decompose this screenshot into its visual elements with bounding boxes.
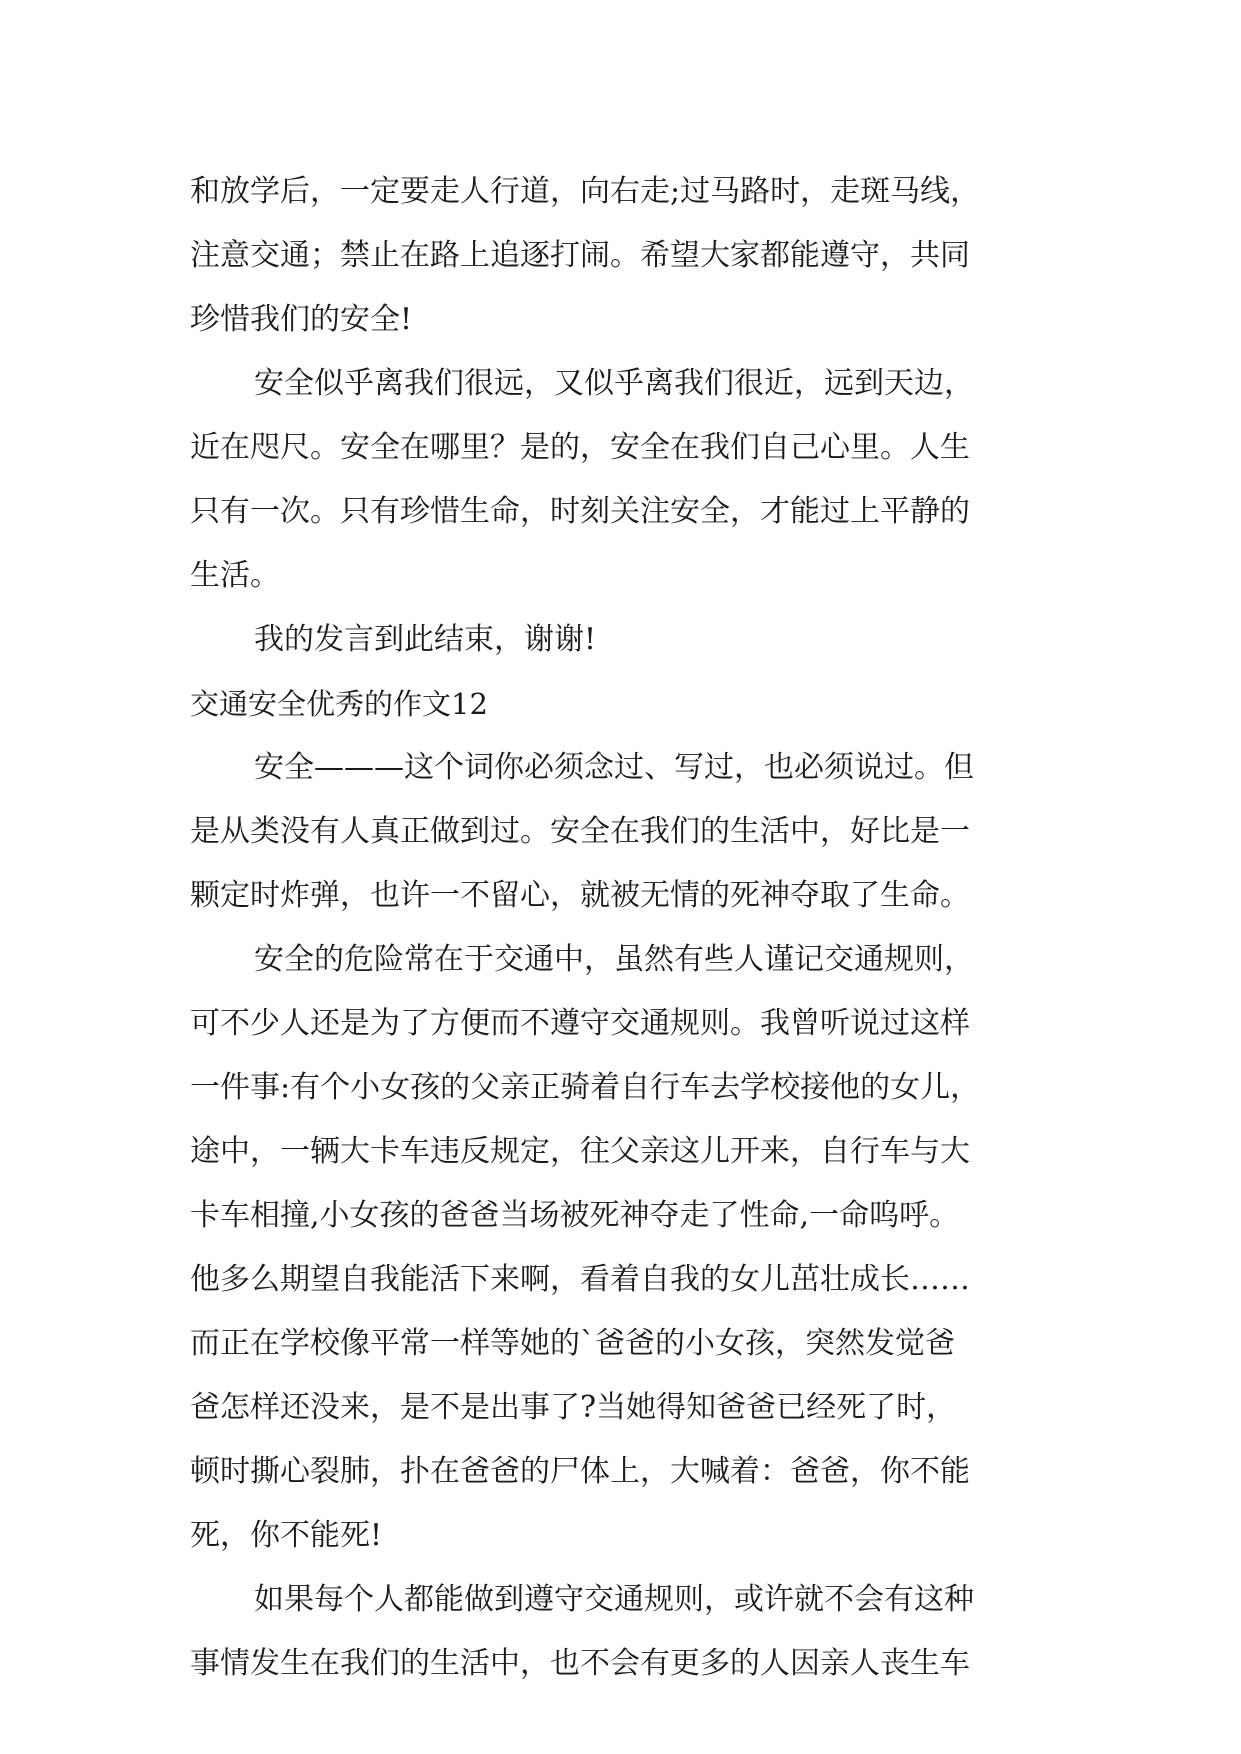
text-line: 爸怎样还没来，是不是出事了?当她得知爸爸已经死了时， bbox=[190, 1390, 957, 1425]
text-line: 是从类没有人真正做到过。安全在我们的生活中，好比是一 bbox=[190, 814, 970, 849]
text-line: 只有一次。只有珍惜生命，时刻关注安全，才能过上平静的 bbox=[190, 494, 970, 529]
document-body bbox=[190, 160, 1090, 1696]
paragraph-4 bbox=[190, 736, 1090, 928]
text-line: 事情发生在我们的生活中，也不会有更多的人因亲人丧生车 bbox=[190, 1646, 970, 1681]
text-line: 安全———这个词你必须念过、写过，也必须说过。但 bbox=[254, 750, 974, 785]
text-line: 我的发言到此结束，谢谢! bbox=[254, 622, 597, 657]
paragraph-3 bbox=[190, 608, 1090, 672]
text-line: 他多么期望自我能活下来啊，看着自我的女儿茁壮成长…… bbox=[190, 1262, 970, 1297]
text-line: 顿时撕心裂肺，扑在爸爸的尸体上，大喊着：爸爸，你不能 bbox=[190, 1454, 970, 1489]
text-line: 注意交通；禁止在路上追逐打闹。希望大家都能遵守，共同 bbox=[190, 238, 970, 273]
text-line: 可不少人还是为了方便而不遵守交通规则。我曾听说过这样 bbox=[190, 1006, 970, 1041]
paragraph-5 bbox=[190, 928, 1090, 1568]
text-line: 近在咫尺。安全在哪里？是的，安全在我们自己心里。人生 bbox=[190, 430, 970, 465]
paragraph-2 bbox=[190, 352, 1090, 608]
text-line: 而正在学校像平常一样等她的`爸爸的小女孩，突然发觉爸 bbox=[190, 1326, 955, 1361]
paragraph-6 bbox=[190, 1568, 1090, 1696]
text-line: 卡车相撞,小女孩的爸爸当场被死神夺走了性命,一命呜呼。 bbox=[190, 1198, 960, 1233]
essay-title: 交通安全优秀的作文12 bbox=[190, 687, 488, 721]
text-line: 生活。 bbox=[190, 558, 280, 593]
text-line: 如果每个人都能做到遵守交通规则，或许就不会有这种 bbox=[254, 1582, 974, 1617]
text-line: 颗定时炸弹，也许一不留心，就被无情的死神夺取了生命。 bbox=[190, 878, 970, 913]
text-line: 和放学后，一定要走人行道，向右走;过马路时，走斑马线， bbox=[190, 174, 981, 209]
text-line: 安全似乎离我们很远，又似乎离我们很近，远到天边， bbox=[254, 366, 974, 401]
text-line: 一件事:有个小女孩的父亲正骑着自行车去学校接他的女儿， bbox=[190, 1070, 981, 1105]
text-line: 珍惜我们的安全! bbox=[190, 302, 413, 337]
paragraph-1 bbox=[190, 160, 1090, 352]
text-line: 途中，一辆大卡车违反规定，往父亲这儿开来，自行车与大 bbox=[190, 1134, 970, 1169]
text-line: 死，你不能死! bbox=[190, 1518, 383, 1553]
section-title bbox=[190, 672, 1090, 736]
text-line: 安全的危险常在于交通中，虽然有些人谨记交通规则， bbox=[254, 942, 974, 977]
